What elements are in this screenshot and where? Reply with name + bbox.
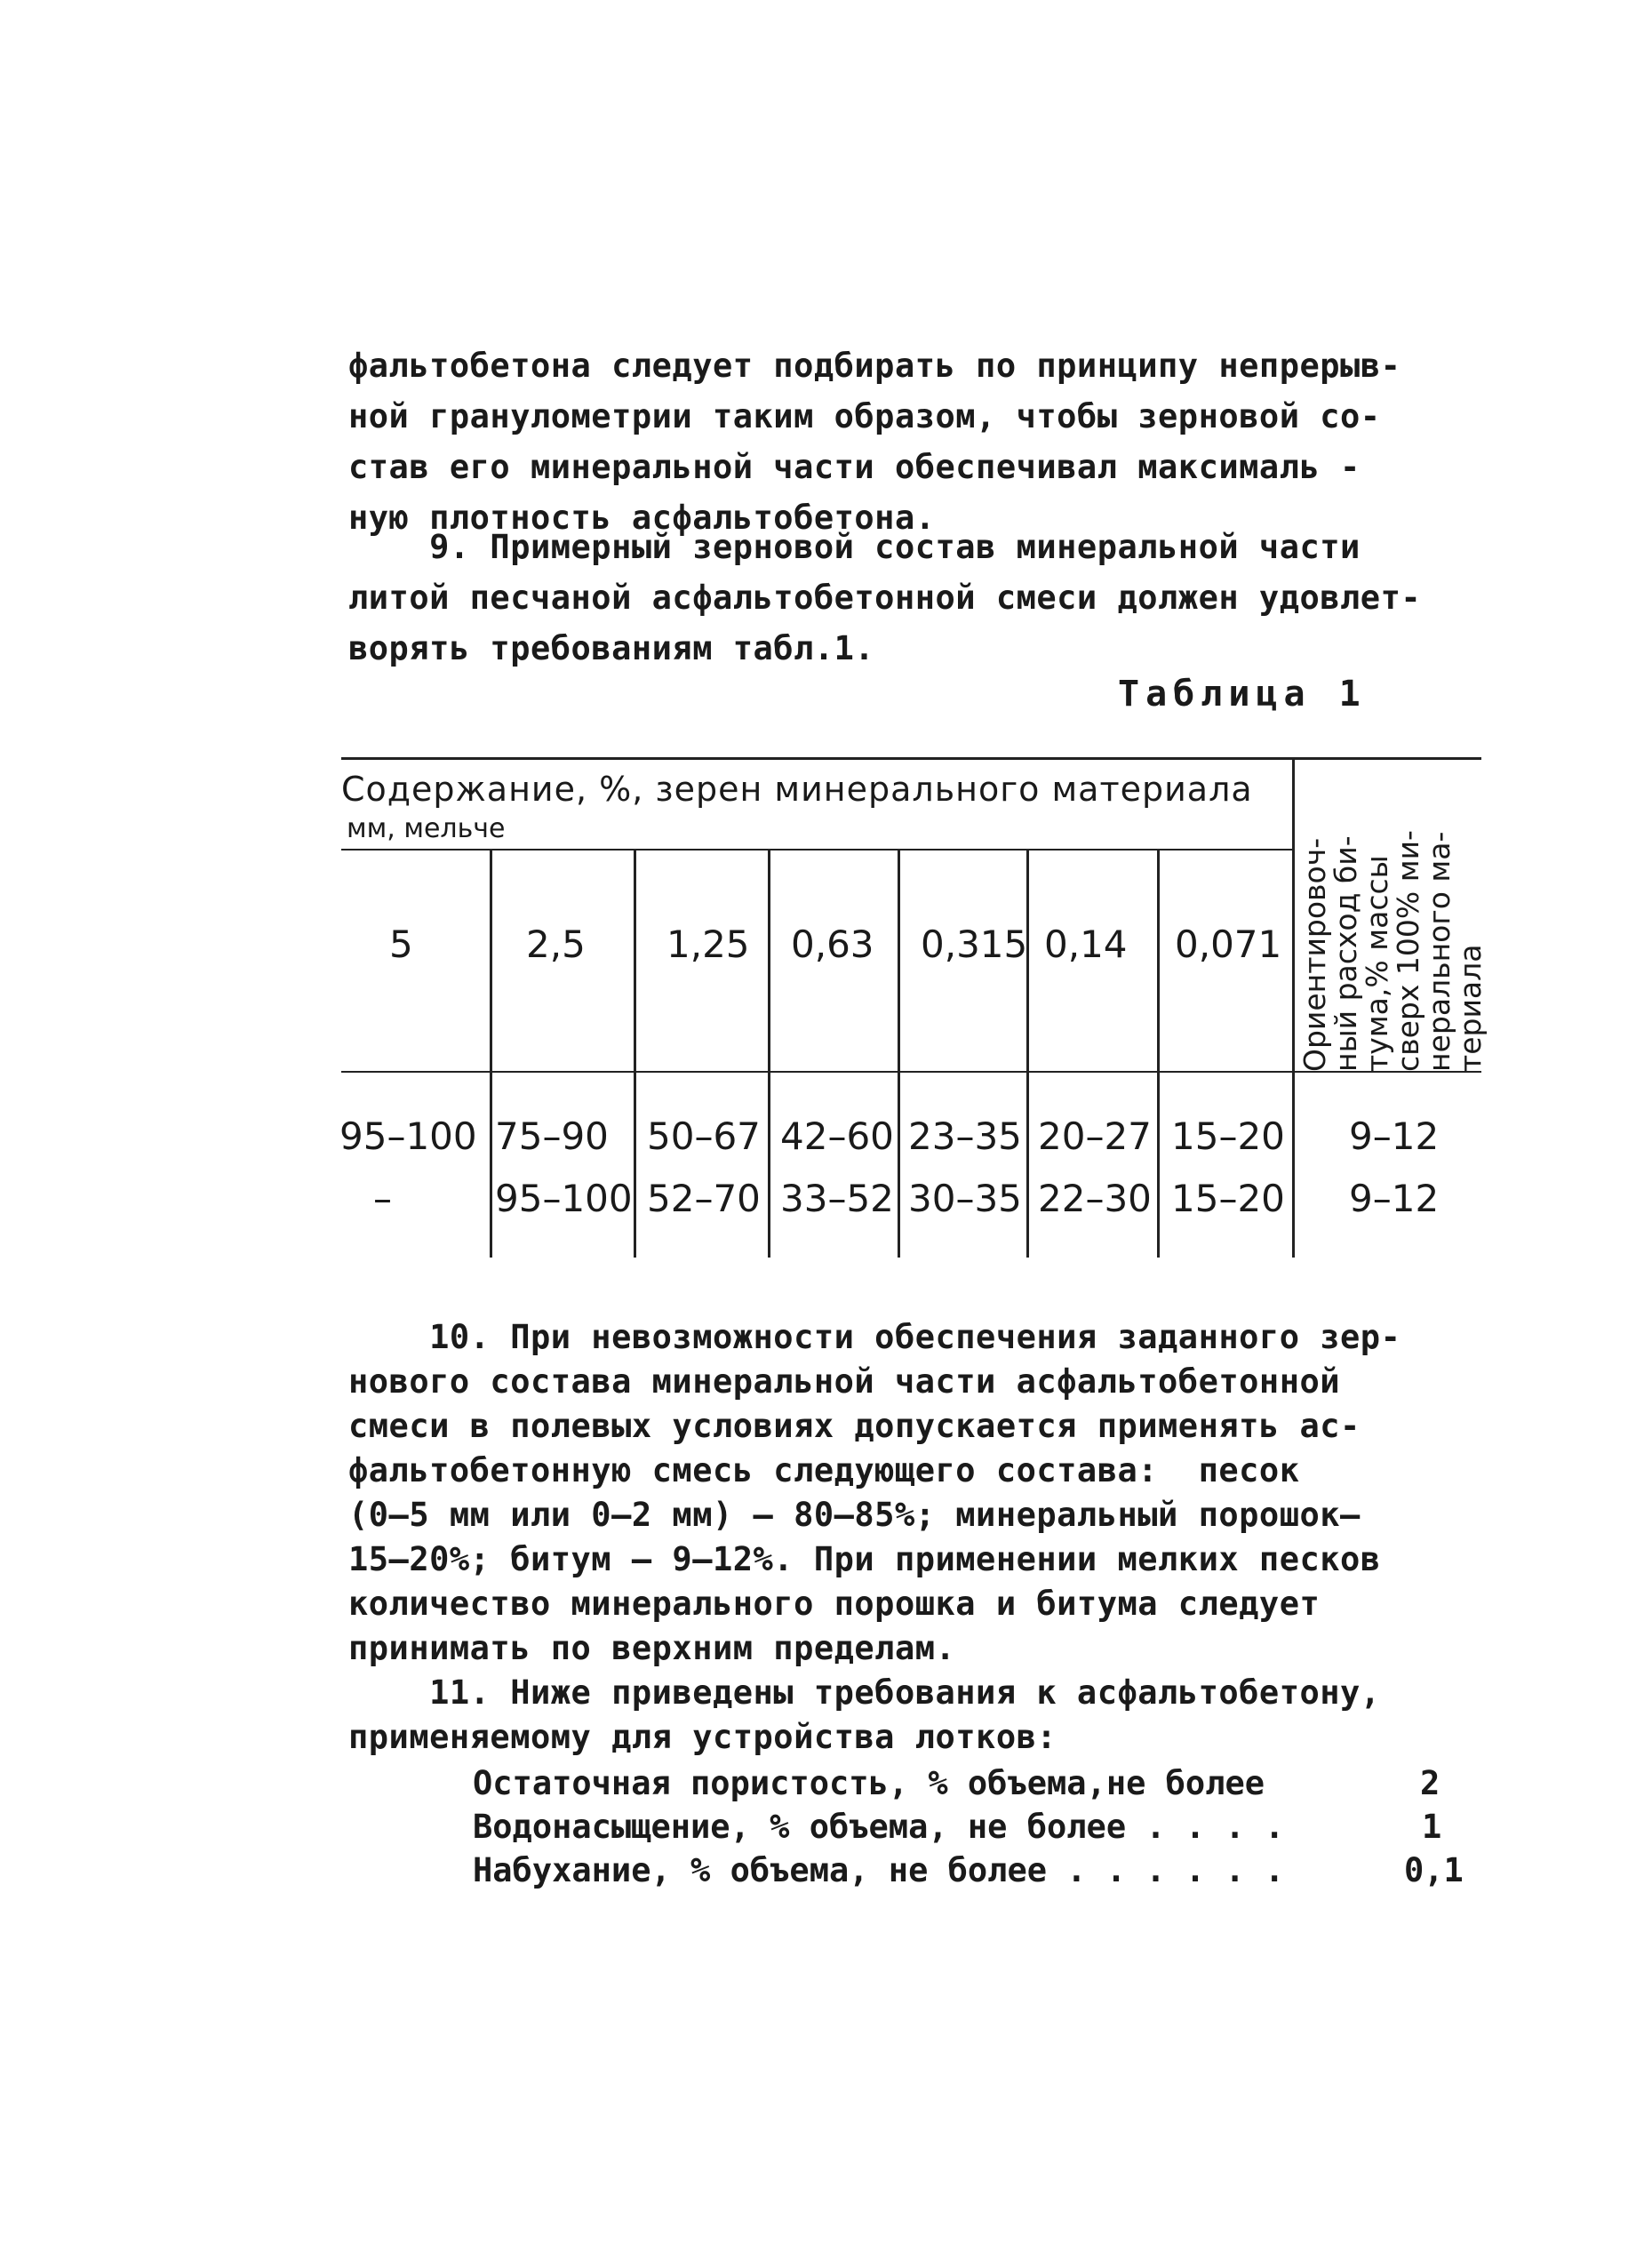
table-column-rule xyxy=(768,849,770,1258)
paragraph-9 xyxy=(348,522,1421,674)
text-line: 15–20%; битум – 9–12%. При применении мелких песков xyxy=(348,1540,1381,1578)
text-line: нового состава минеральной части асфальтобетонной xyxy=(348,1362,1341,1401)
requirement-label: Остаточная пористость, % объема,не более xyxy=(473,1764,1265,1802)
sieve-size-cell: 0,315 xyxy=(921,922,1028,966)
text-line: 11. Ниже приведены требования к асфальтобетону, xyxy=(348,1673,1381,1712)
text-line: ворять требованиям табл.1. xyxy=(348,629,875,667)
table-cell: 9–12 xyxy=(1349,1114,1440,1158)
table-cell: 95–100 xyxy=(495,1177,633,1220)
table-cell: 15–20 xyxy=(1171,1114,1285,1158)
text-line: фальтобетона следует подбирать по принципу непрерыв- xyxy=(348,347,1401,385)
sieve-size-cell: 1,25 xyxy=(666,922,750,966)
requirement-value: 0,1 xyxy=(1404,1851,1464,1889)
table-cell: – xyxy=(373,1177,392,1220)
table-caption: Таблица 1 xyxy=(1118,674,1367,715)
table-column-rule xyxy=(1157,849,1160,1258)
text-line: став его минеральной части обеспечивал максималь - xyxy=(348,448,1361,486)
text-line: ную плотность асфальтобетона. xyxy=(348,499,936,537)
text-line: количество минерального порошка и битума следует xyxy=(348,1585,1321,1623)
table-column-rule xyxy=(898,849,900,1258)
table-header-rule xyxy=(341,849,1292,850)
text-line: применяемому для устройства лотков: xyxy=(348,1718,1057,1756)
sieve-size-cell: 0,63 xyxy=(791,922,874,966)
paragraph-10 xyxy=(348,1315,1401,1671)
requirement-label: Набухание, % объема, не более . . . . . . xyxy=(473,1851,1285,1889)
table-cell: 42–60 xyxy=(780,1114,894,1158)
table-cell: 95–100 xyxy=(339,1114,477,1158)
paragraph-top xyxy=(348,340,1401,543)
sieve-size-cell: 5 xyxy=(389,922,413,966)
table-cell: 23–35 xyxy=(908,1114,1022,1158)
table-cell: 15–20 xyxy=(1171,1177,1285,1220)
table-cell: 30–35 xyxy=(908,1177,1022,1220)
text-line: литой песчаной асфальтобетонной смеси должен удовлет- xyxy=(348,579,1422,617)
requirement-label: Водонасыщение, % объема, не более . . . . xyxy=(473,1808,1285,1846)
paragraph-11 xyxy=(348,1671,1381,1760)
sieve-size-cell: 0,071 xyxy=(1175,922,1282,966)
text-line: смеси в полевых условиях допускается применять ас- xyxy=(348,1407,1361,1445)
sieve-size-cell: 2,5 xyxy=(526,922,586,966)
text-line: 9. Примерный зерновой состав минеральной части xyxy=(348,528,1361,566)
table-header-main: Содержание, %, зерен минерального материала xyxy=(341,770,1253,809)
table-cell: 50–67 xyxy=(647,1114,761,1158)
bitumen-column-header: Ориентировоч-ный расход би-тума,% массы сверх 100% ми-нерального ма-териала xyxy=(1297,830,1488,1072)
table-cell: 33–52 xyxy=(780,1177,894,1220)
table-column-rule xyxy=(1026,849,1029,1258)
requirement-value: 2 xyxy=(1420,1764,1440,1802)
text-line: (0–5 мм или 0–2 мм) – 80–85%; минеральный порошок– xyxy=(348,1496,1361,1534)
table-cell: 75–90 xyxy=(495,1114,609,1158)
table-cell: 9–12 xyxy=(1349,1177,1440,1220)
sieve-size-cell: 0,14 xyxy=(1044,922,1128,966)
table-cell: 22–30 xyxy=(1038,1177,1152,1220)
table-column-rule xyxy=(490,849,492,1258)
requirement-value: 1 xyxy=(1422,1808,1442,1846)
text-line: фальтобетонную смесь следующего состава: песок xyxy=(348,1451,1300,1489)
text-line: принимать по верхним пределам. xyxy=(348,1629,956,1667)
table-cell: 20–27 xyxy=(1038,1114,1152,1158)
text-line: ной гранулометрии таким образом, чтобы зерновой со- xyxy=(348,397,1381,435)
text-line: 10. При невозможности обеспечения заданного зер- xyxy=(348,1318,1401,1356)
table-column-rule xyxy=(634,849,636,1258)
table-cell: 52–70 xyxy=(647,1177,761,1220)
table-top-rule xyxy=(341,757,1481,760)
table-header-sub: мм, мельче xyxy=(347,813,506,844)
table-column-rule xyxy=(1292,757,1295,1258)
